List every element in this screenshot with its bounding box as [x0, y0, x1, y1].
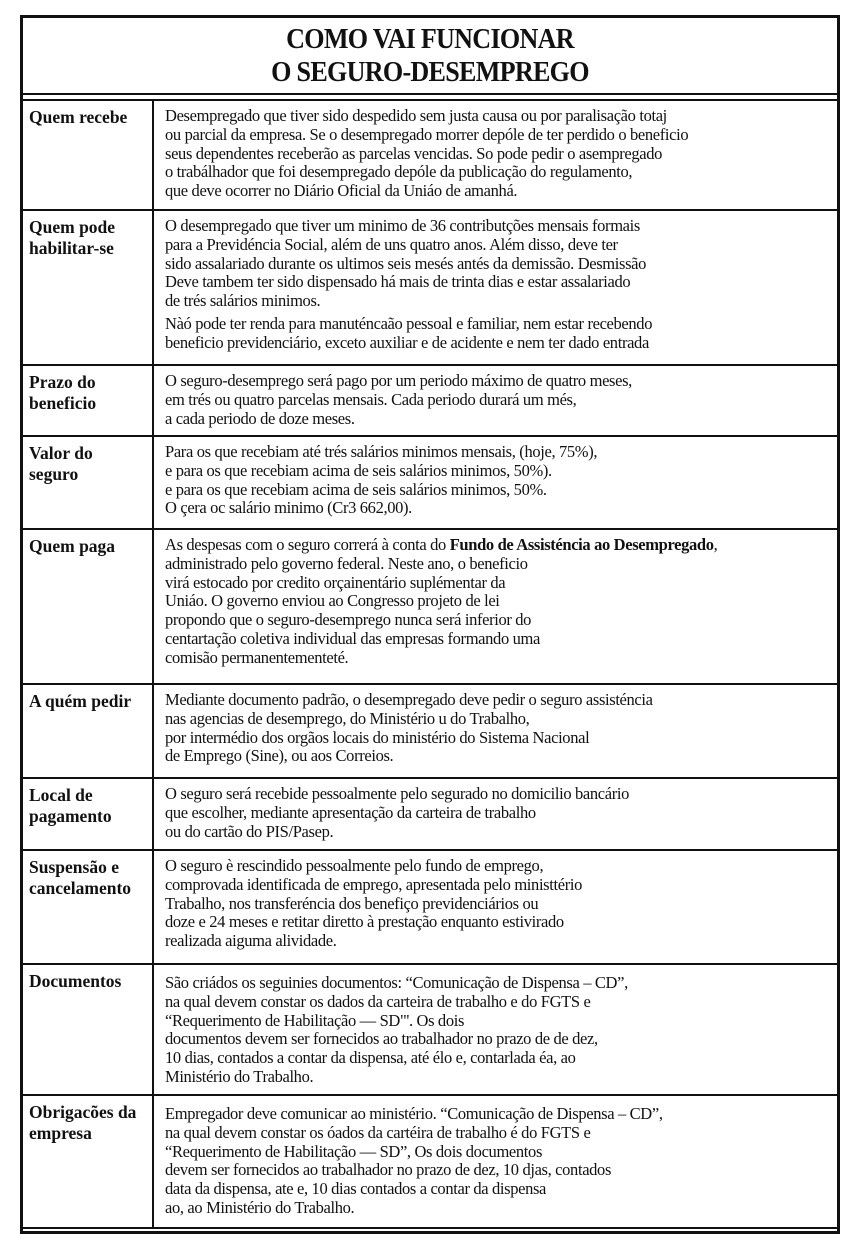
row-label: A quém pedir: [23, 685, 154, 777]
text-line: de trés salários minimos.: [165, 291, 321, 311]
bottom-double-rule: [23, 1228, 837, 1231]
text-line: ou parcial da empresa. Se o desempregado morrer depóle de ter perdido o beneficio: [165, 124, 689, 144]
text-line: e para os que recebiam acima de seis salários minimos, 50%.: [165, 479, 547, 499]
row-content: [154, 851, 837, 963]
page-title-line-1: COMO VAI FUNCIONAR: [286, 23, 574, 55]
table-body: [23, 101, 837, 1229]
text-line: ao, ao Ministério do Trabalho.: [165, 1197, 355, 1217]
fund-name-emphasis: Fundo de Assisténcia ao Desempregado: [449, 535, 714, 554]
text-line: comisão permanentementeté.: [165, 647, 349, 667]
text-line: O seguro è rescindido pessoalmente pelo fundo de emprego,: [165, 856, 544, 875]
text-prefix: As despesas com o seguro correrá à conta do: [165, 535, 450, 554]
row-content: [154, 101, 837, 209]
text-line: Mediante documento padrão, o desempregado deve pedir o seguro assisténcia: [165, 690, 653, 709]
text-line: São criádos os seguinies documentos: “Comunicação de Dispensa – CD”,: [165, 973, 628, 992]
text-line: O seguro-desemprego será pago por um periodo máximo de quatro meses,: [165, 371, 632, 390]
table-row-documentos: [23, 965, 837, 1096]
text-line: centartação coletiva individual das empresas formando uma: [165, 628, 540, 648]
text-line: que deve ocorrer no Diário Oficial da Uniáo de amanhá.: [165, 181, 518, 201]
text-line: documentos devem ser fornecidos ao trabalhador no prazo de de dez,: [165, 1029, 598, 1049]
text-line: O çera oc salário minimo (Cr3 662,00).: [165, 498, 412, 518]
row-label: Quem pode habilitar-se: [23, 211, 154, 364]
row-label: Local de pagamento: [23, 779, 154, 849]
row-content: [154, 685, 837, 777]
text-line: doze e 24 meses e retitar diretto à prestação enquanto estivirado: [165, 912, 564, 932]
text-line: virá estocado por credito orçainentário suplémentar da: [165, 572, 506, 592]
text-line: 10 dias, contados a contar da dispensa, até élo e, contarlada éa, ao: [165, 1048, 576, 1068]
text-line: propondo que o seguro-desemprego nunca será inferior do: [165, 610, 532, 630]
row-label: Valor do seguro: [23, 437, 154, 528]
text-line: de Emprego (Sine), ou aos Correios.: [165, 746, 394, 766]
table-row-local-de-pagamento: [23, 779, 837, 851]
title-double-rule: [23, 96, 837, 101]
table-row-prazo-do-beneficio: [23, 366, 837, 437]
text-line: administrado pelo governo federal. Neste ano, o beneficio: [165, 553, 528, 573]
table-row-valor-do-seguro: [23, 437, 837, 530]
text-line: para a Previdéncia Social, além de uns quatro anos. Além disso, deve ter: [165, 234, 618, 254]
row-content: [154, 530, 837, 683]
text-line: e para os que recebiam acima de seis salários minimos, 50%).: [165, 460, 552, 480]
text-line: O seguro será recebide pessoalmente pelo segurado no domicilio bancário: [165, 784, 630, 803]
text-suffix: ,: [713, 535, 718, 554]
table-row-obrigacoes-da-empresa: [23, 1096, 837, 1229]
row-label: Quem paga: [23, 530, 154, 683]
text-line: [165, 536, 827, 555]
row-content: [154, 437, 837, 528]
text-line: O desempregado que tiver um minimo de 36 contributções mensais formais: [165, 216, 640, 235]
text-line: a cada periodo de doze meses.: [165, 408, 355, 428]
document-table: [20, 15, 840, 1234]
table-row-quem-paga: [23, 530, 837, 685]
text-line: na qual devem constar os óados da cartéira de trabalho é do FGTS e: [165, 1122, 591, 1142]
text-line: Deve tambem ter sido dispensado há mais de trinta dias e estar assalariado: [165, 272, 631, 292]
table-row-quem-pode-habilitar-se: [23, 211, 837, 366]
text-line: Trabalho, nos transferéncia dos benefiço previdenciários ou: [165, 893, 539, 913]
text-line: Empregador deve comunicar ao ministério. “Comunicação de Dispensa – CD”,: [165, 1104, 663, 1123]
text-line: por intermédio dos orgãos locais do ministério do Sistema Nacional: [165, 727, 590, 747]
row-content: [154, 779, 837, 849]
row-label: Prazo do beneficio: [23, 366, 154, 435]
text-line: realizada aiguma alividade.: [165, 931, 337, 951]
text-line: em trés ou quatro parcelas mensais. Cada periodo durará um més,: [165, 389, 577, 409]
text-line: beneficio previdenciário, exceto auxiliar e de acidente e nem ter dado entrada: [165, 332, 649, 352]
text-line: nas agencias de desemprego, do Ministério u do Trabalho,: [165, 708, 530, 728]
table-row-suspensao-e-cancelamento: [23, 851, 837, 965]
text-line: o trabálhador que foi desempregado depóle da publicação do regulamento,: [165, 162, 633, 182]
row-content: [154, 965, 837, 1094]
title-box: [23, 18, 837, 95]
row-label: Documentos: [23, 965, 154, 1094]
text-line: “Requerimento de Habilitação — SD"'. Os dois: [165, 1010, 465, 1030]
text-line: devem ser fornecidos ao trabalhador no prazo de dez, 10 djas, contados: [165, 1160, 612, 1180]
row-content: [154, 211, 837, 364]
row-label: Quem recebe: [23, 101, 154, 209]
row-content: [154, 1096, 837, 1227]
text-line: “Requerimento de Habilitação — SD”, Os dois documentos: [165, 1141, 543, 1161]
text-line: Ministério do Trabalho.: [165, 1066, 314, 1086]
text-line: na qual devem constar os dados da carteira de trabalho e do FGTS e: [165, 991, 591, 1011]
text-line: data da dispensa, ate e, 10 dias contados a contar da dispensa: [165, 1179, 547, 1199]
text-line: que escolher, mediante apresentação da carteira de trabalho: [165, 802, 536, 822]
text-line: seus dependentes receberão as parcelas vencidas. So pode pedir o asempregado: [165, 143, 663, 163]
text-line: Uniáo. O governo enviou ao Congresso projeto de lei: [165, 591, 500, 611]
text-line: comprovada identificada de emprego, apresentada pelo ministtério: [165, 874, 582, 894]
row-content: [154, 366, 837, 435]
text-line: sido assalariado durante os ultimos seis mesés antés da demissão. Desmissão: [165, 253, 647, 273]
row-label: Obrigacões da empresa: [23, 1096, 154, 1227]
text-line: ou do cartão do PIS/Pasep.: [165, 821, 334, 841]
text-line: Para os que recebiam até trés salários minimos mensais, (hoje, 75%),: [165, 442, 598, 461]
row-label: Suspensão e cancelamento: [23, 851, 154, 963]
text-line: Nàó pode ter renda para manuténcaão pessoal e familiar, nem estar recebendo: [165, 313, 653, 333]
table-row-a-quem-pedir: [23, 685, 837, 779]
page-title-line-2: O SEGURO-DESEMPREGO: [271, 56, 589, 88]
text-line: Desempregado que tiver sido despedido sem justa causa ou por paralisação totaj: [165, 106, 667, 125]
table-row-quem-recebe: [23, 101, 837, 211]
